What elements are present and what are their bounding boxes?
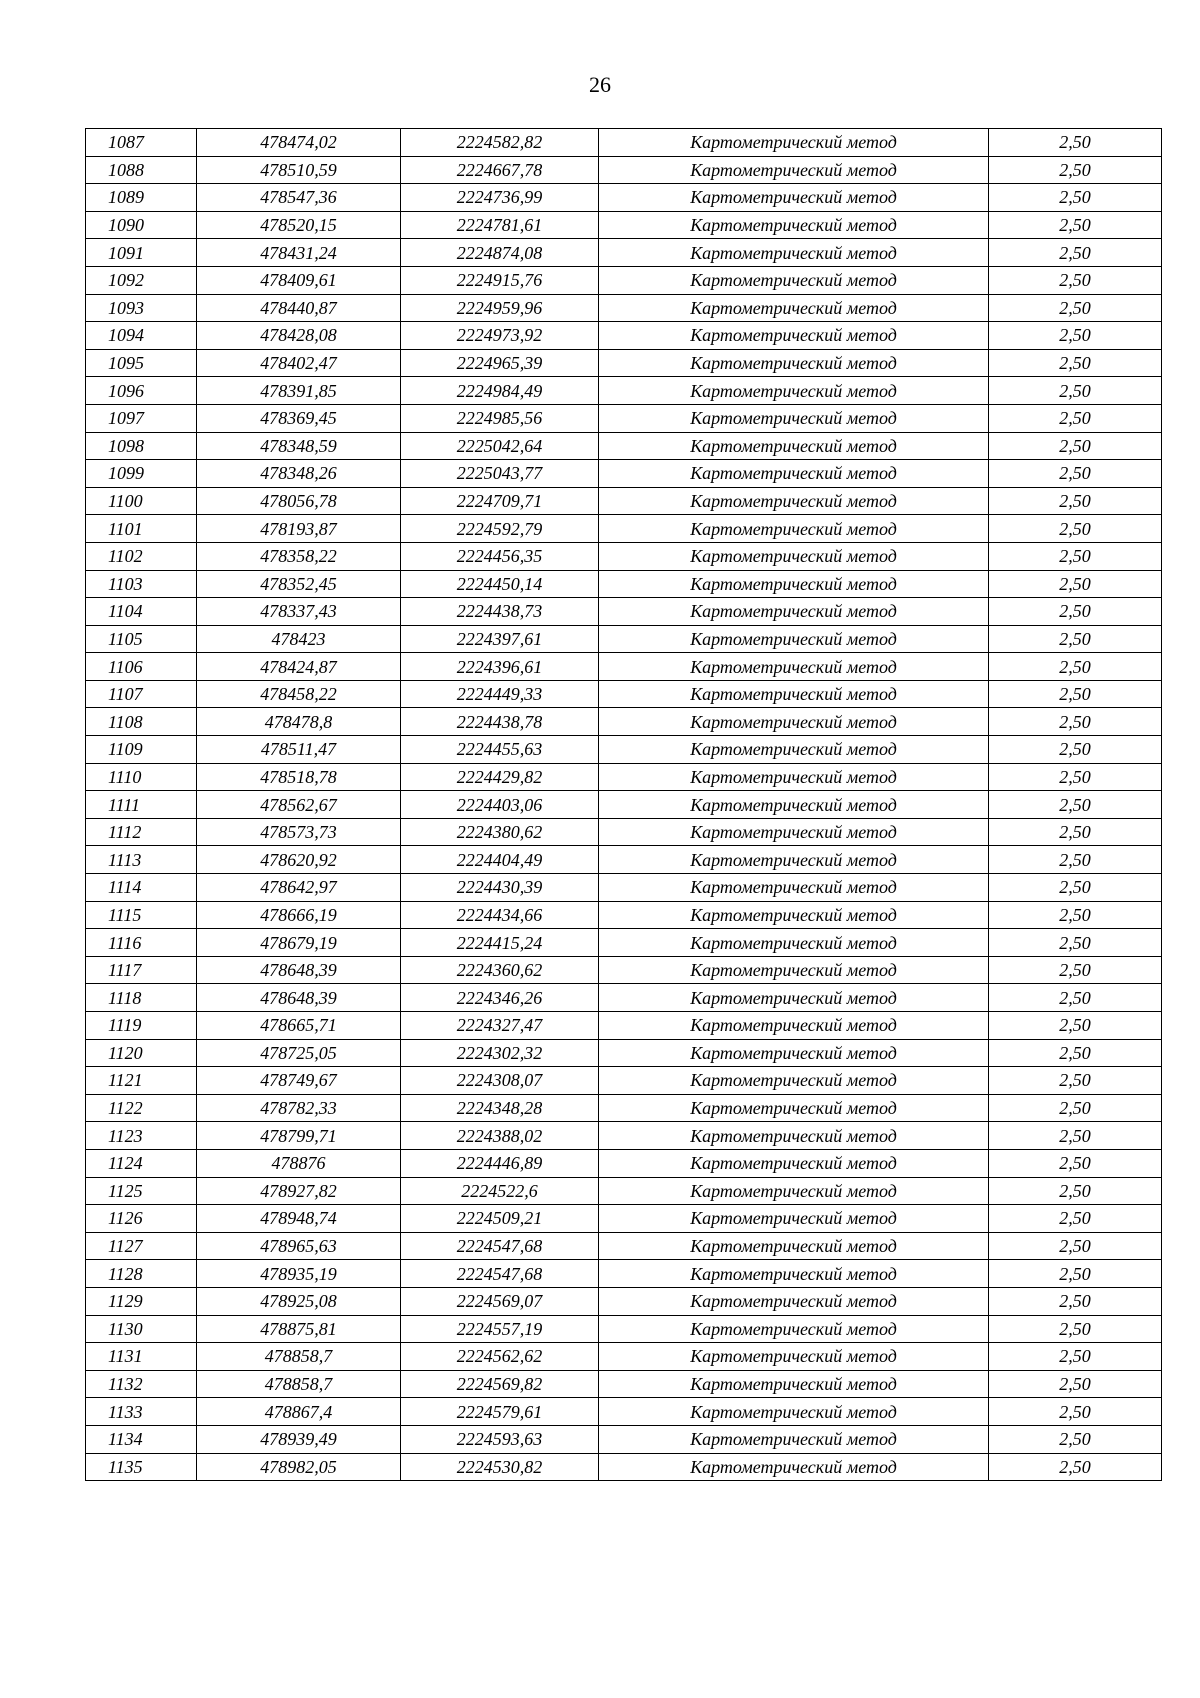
method-cell: Картометрический метод — [599, 1039, 989, 1067]
point-number-cell: 1128 — [86, 1260, 197, 1288]
accuracy-cell: 2,50 — [989, 1012, 1162, 1040]
accuracy-cell: 2,50 — [989, 818, 1162, 846]
x-coordinate-cell: 478876 — [197, 1149, 401, 1177]
accuracy-cell: 2,50 — [989, 736, 1162, 764]
method-cell: Картометрический метод — [599, 874, 989, 902]
point-number-cell: 1107 — [86, 680, 197, 708]
x-coordinate-cell: 478474,02 — [197, 129, 401, 157]
y-coordinate-cell: 2224327,47 — [401, 1012, 599, 1040]
x-coordinate-cell: 478782,33 — [197, 1094, 401, 1122]
accuracy-cell: 2,50 — [989, 1067, 1162, 1095]
method-cell: Картометрический метод — [599, 239, 989, 267]
accuracy-cell: 2,50 — [989, 1122, 1162, 1150]
table-row — [86, 1012, 1162, 1040]
method-cell: Картометрический метод — [599, 1315, 989, 1343]
table-row — [86, 598, 1162, 626]
accuracy-cell: 2,50 — [989, 901, 1162, 929]
method-cell: Картометрический метод — [599, 1177, 989, 1205]
point-number-cell: 1093 — [86, 294, 197, 322]
x-coordinate-cell: 478982,05 — [197, 1453, 401, 1481]
method-cell: Картометрический метод — [599, 349, 989, 377]
accuracy-cell: 2,50 — [989, 598, 1162, 626]
y-coordinate-cell: 2224582,82 — [401, 129, 599, 157]
accuracy-cell: 2,50 — [989, 708, 1162, 736]
method-cell: Картометрический метод — [599, 184, 989, 212]
x-coordinate-cell: 478867,4 — [197, 1398, 401, 1426]
x-coordinate-cell: 478858,7 — [197, 1343, 401, 1371]
table-row — [86, 1315, 1162, 1343]
table-row — [86, 377, 1162, 405]
x-coordinate-cell: 478927,82 — [197, 1177, 401, 1205]
table-row — [86, 515, 1162, 543]
table-row — [86, 929, 1162, 957]
y-coordinate-cell: 2224736,99 — [401, 184, 599, 212]
x-coordinate-cell: 478511,47 — [197, 736, 401, 764]
table-row — [86, 1122, 1162, 1150]
y-coordinate-cell: 2224530,82 — [401, 1453, 599, 1481]
y-coordinate-cell: 2224965,39 — [401, 349, 599, 377]
method-cell: Картометрический метод — [599, 1398, 989, 1426]
accuracy-cell: 2,50 — [989, 404, 1162, 432]
x-coordinate-cell: 478458,22 — [197, 680, 401, 708]
table-row — [86, 846, 1162, 874]
method-cell: Картометрический метод — [599, 377, 989, 405]
accuracy-cell: 2,50 — [989, 432, 1162, 460]
method-cell: Картометрический метод — [599, 1370, 989, 1398]
accuracy-cell: 2,50 — [989, 184, 1162, 212]
table-row — [86, 1232, 1162, 1260]
table-row — [86, 901, 1162, 929]
table-row — [86, 818, 1162, 846]
y-coordinate-cell: 2224430,39 — [401, 874, 599, 902]
y-coordinate-cell: 2224984,49 — [401, 377, 599, 405]
accuracy-cell: 2,50 — [989, 653, 1162, 681]
table-row — [86, 736, 1162, 764]
point-number-cell: 1121 — [86, 1067, 197, 1095]
method-cell: Картометрический метод — [599, 266, 989, 294]
method-cell: Картометрический метод — [599, 956, 989, 984]
y-coordinate-cell: 2224348,28 — [401, 1094, 599, 1122]
accuracy-cell: 2,50 — [989, 1039, 1162, 1067]
method-cell: Картометрический метод — [599, 818, 989, 846]
point-number-cell: 1109 — [86, 736, 197, 764]
point-number-cell: 1135 — [86, 1453, 197, 1481]
method-cell: Картометрический метод — [599, 1094, 989, 1122]
method-cell: Картометрический метод — [599, 1232, 989, 1260]
point-number-cell: 1113 — [86, 846, 197, 874]
x-coordinate-cell: 478510,59 — [197, 156, 401, 184]
y-coordinate-cell: 2224438,78 — [401, 708, 599, 736]
table-row — [86, 184, 1162, 212]
y-coordinate-cell: 2224509,21 — [401, 1205, 599, 1233]
point-number-cell: 1088 — [86, 156, 197, 184]
method-cell: Картометрический метод — [599, 322, 989, 350]
point-number-cell: 1100 — [86, 487, 197, 515]
x-coordinate-cell: 478799,71 — [197, 1122, 401, 1150]
x-coordinate-cell: 478423 — [197, 625, 401, 653]
point-number-cell: 1097 — [86, 404, 197, 432]
table-row — [86, 487, 1162, 515]
point-number-cell: 1095 — [86, 349, 197, 377]
table-row — [86, 708, 1162, 736]
table-row — [86, 570, 1162, 598]
accuracy-cell: 2,50 — [989, 1398, 1162, 1426]
method-cell: Картометрический метод — [599, 1149, 989, 1177]
method-cell: Картометрический метод — [599, 211, 989, 239]
y-coordinate-cell: 2224667,78 — [401, 156, 599, 184]
point-number-cell: 1126 — [86, 1205, 197, 1233]
point-number-cell: 1125 — [86, 1177, 197, 1205]
x-coordinate-cell: 478424,87 — [197, 653, 401, 681]
table-row — [86, 653, 1162, 681]
table-row — [86, 1287, 1162, 1315]
accuracy-cell: 2,50 — [989, 625, 1162, 653]
x-coordinate-cell: 478348,59 — [197, 432, 401, 460]
method-cell: Картометрический метод — [599, 653, 989, 681]
method-cell: Картометрический метод — [599, 1260, 989, 1288]
point-number-cell: 1106 — [86, 653, 197, 681]
point-number-cell: 1134 — [86, 1425, 197, 1453]
point-number-cell: 1092 — [86, 266, 197, 294]
accuracy-cell: 2,50 — [989, 570, 1162, 598]
method-cell: Картометрический метод — [599, 984, 989, 1012]
method-cell: Картометрический метод — [599, 1425, 989, 1453]
y-coordinate-cell: 2224959,96 — [401, 294, 599, 322]
point-number-cell: 1104 — [86, 598, 197, 626]
accuracy-cell: 2,50 — [989, 1232, 1162, 1260]
method-cell: Картометрический метод — [599, 763, 989, 791]
point-number-cell: 1101 — [86, 515, 197, 543]
accuracy-cell: 2,50 — [989, 929, 1162, 957]
method-cell: Картометрический метод — [599, 542, 989, 570]
y-coordinate-cell: 2224579,61 — [401, 1398, 599, 1426]
x-coordinate-cell: 478352,45 — [197, 570, 401, 598]
y-coordinate-cell: 2224446,89 — [401, 1149, 599, 1177]
point-number-cell: 1115 — [86, 901, 197, 929]
table-row — [86, 239, 1162, 267]
y-coordinate-cell: 2224380,62 — [401, 818, 599, 846]
accuracy-cell: 2,50 — [989, 266, 1162, 294]
accuracy-cell: 2,50 — [989, 1343, 1162, 1371]
method-cell: Картометрический метод — [599, 1287, 989, 1315]
point-number-cell: 1102 — [86, 542, 197, 570]
point-number-cell: 1119 — [86, 1012, 197, 1040]
point-number-cell: 1099 — [86, 460, 197, 488]
table-row — [86, 1149, 1162, 1177]
method-cell: Картометрический метод — [599, 736, 989, 764]
coordinates-table — [85, 128, 1162, 1481]
table-row — [86, 1067, 1162, 1095]
x-coordinate-cell: 478369,45 — [197, 404, 401, 432]
method-cell: Картометрический метод — [599, 791, 989, 819]
x-coordinate-cell: 478679,19 — [197, 929, 401, 957]
table-row — [86, 432, 1162, 460]
y-coordinate-cell: 2224973,92 — [401, 322, 599, 350]
table-row — [86, 1370, 1162, 1398]
point-number-cell: 1132 — [86, 1370, 197, 1398]
method-cell: Картометрический метод — [599, 1205, 989, 1233]
method-cell: Картометрический метод — [599, 515, 989, 543]
coordinates-table-body — [86, 129, 1162, 1481]
y-coordinate-cell: 2224455,63 — [401, 736, 599, 764]
y-coordinate-cell: 2224569,07 — [401, 1287, 599, 1315]
x-coordinate-cell: 478518,78 — [197, 763, 401, 791]
x-coordinate-cell: 478858,7 — [197, 1370, 401, 1398]
accuracy-cell: 2,50 — [989, 349, 1162, 377]
x-coordinate-cell: 478666,19 — [197, 901, 401, 929]
y-coordinate-cell: 2224915,76 — [401, 266, 599, 294]
x-coordinate-cell: 478402,47 — [197, 349, 401, 377]
y-coordinate-cell: 2224557,19 — [401, 1315, 599, 1343]
y-coordinate-cell: 2224781,61 — [401, 211, 599, 239]
table-row — [86, 156, 1162, 184]
point-number-cell: 1120 — [86, 1039, 197, 1067]
y-coordinate-cell: 2224709,71 — [401, 487, 599, 515]
point-number-cell: 1111 — [86, 791, 197, 819]
y-coordinate-cell: 2224388,02 — [401, 1122, 599, 1150]
y-coordinate-cell: 2224404,49 — [401, 846, 599, 874]
accuracy-cell: 2,50 — [989, 294, 1162, 322]
y-coordinate-cell: 2224569,82 — [401, 1370, 599, 1398]
point-number-cell: 1133 — [86, 1398, 197, 1426]
point-number-cell: 1087 — [86, 129, 197, 157]
table-row — [86, 984, 1162, 1012]
y-coordinate-cell: 2224397,61 — [401, 625, 599, 653]
accuracy-cell: 2,50 — [989, 1453, 1162, 1481]
table-row — [86, 791, 1162, 819]
x-coordinate-cell: 478520,15 — [197, 211, 401, 239]
y-coordinate-cell: 2224308,07 — [401, 1067, 599, 1095]
point-number-cell: 1110 — [86, 763, 197, 791]
point-number-cell: 1122 — [86, 1094, 197, 1122]
table-row — [86, 349, 1162, 377]
y-coordinate-cell: 2225042,64 — [401, 432, 599, 460]
accuracy-cell: 2,50 — [989, 515, 1162, 543]
point-number-cell: 1129 — [86, 1287, 197, 1315]
y-coordinate-cell: 2225043,77 — [401, 460, 599, 488]
accuracy-cell: 2,50 — [989, 1287, 1162, 1315]
method-cell: Картометрический метод — [599, 1122, 989, 1150]
point-number-cell: 1118 — [86, 984, 197, 1012]
y-coordinate-cell: 2224429,82 — [401, 763, 599, 791]
table-row — [86, 625, 1162, 653]
point-number-cell: 1116 — [86, 929, 197, 957]
table-row — [86, 956, 1162, 984]
y-coordinate-cell: 2224547,68 — [401, 1232, 599, 1260]
table-row — [86, 763, 1162, 791]
y-coordinate-cell: 2224592,79 — [401, 515, 599, 543]
accuracy-cell: 2,50 — [989, 1370, 1162, 1398]
y-coordinate-cell: 2224449,33 — [401, 680, 599, 708]
table-row — [86, 1205, 1162, 1233]
y-coordinate-cell: 2224985,56 — [401, 404, 599, 432]
method-cell: Картометрический метод — [599, 1453, 989, 1481]
accuracy-cell: 2,50 — [989, 542, 1162, 570]
x-coordinate-cell: 478965,63 — [197, 1232, 401, 1260]
method-cell: Картометрический метод — [599, 294, 989, 322]
table-row — [86, 542, 1162, 570]
accuracy-cell: 2,50 — [989, 1177, 1162, 1205]
accuracy-cell: 2,50 — [989, 846, 1162, 874]
accuracy-cell: 2,50 — [989, 956, 1162, 984]
accuracy-cell: 2,50 — [989, 1260, 1162, 1288]
method-cell: Картометрический метод — [599, 1343, 989, 1371]
accuracy-cell: 2,50 — [989, 487, 1162, 515]
x-coordinate-cell: 478875,81 — [197, 1315, 401, 1343]
x-coordinate-cell: 478337,43 — [197, 598, 401, 626]
method-cell: Картометрический метод — [599, 487, 989, 515]
x-coordinate-cell: 478391,85 — [197, 377, 401, 405]
page-number: 26 — [589, 72, 611, 97]
point-number-cell: 1117 — [86, 956, 197, 984]
x-coordinate-cell: 478620,92 — [197, 846, 401, 874]
point-number-cell: 1127 — [86, 1232, 197, 1260]
method-cell: Картометрический метод — [599, 460, 989, 488]
method-cell: Картометрический метод — [599, 1067, 989, 1095]
y-coordinate-cell: 2224415,24 — [401, 929, 599, 957]
point-number-cell: 1123 — [86, 1122, 197, 1150]
method-cell: Картометрический метод — [599, 846, 989, 874]
point-number-cell: 1098 — [86, 432, 197, 460]
y-coordinate-cell: 2224396,61 — [401, 653, 599, 681]
method-cell: Картометрический метод — [599, 598, 989, 626]
y-coordinate-cell: 2224450,14 — [401, 570, 599, 598]
table-row — [86, 211, 1162, 239]
y-coordinate-cell: 2224438,73 — [401, 598, 599, 626]
y-coordinate-cell: 2224874,08 — [401, 239, 599, 267]
x-coordinate-cell: 478939,49 — [197, 1425, 401, 1453]
table-row — [86, 129, 1162, 157]
table-row — [86, 1039, 1162, 1067]
point-number-cell: 1108 — [86, 708, 197, 736]
y-coordinate-cell: 2224434,66 — [401, 901, 599, 929]
accuracy-cell: 2,50 — [989, 239, 1162, 267]
x-coordinate-cell: 478409,61 — [197, 266, 401, 294]
accuracy-cell: 2,50 — [989, 1094, 1162, 1122]
y-coordinate-cell: 2224302,32 — [401, 1039, 599, 1067]
x-coordinate-cell: 478925,08 — [197, 1287, 401, 1315]
point-number-cell: 1105 — [86, 625, 197, 653]
table-row — [86, 266, 1162, 294]
x-coordinate-cell: 478428,08 — [197, 322, 401, 350]
accuracy-cell: 2,50 — [989, 874, 1162, 902]
x-coordinate-cell: 478948,74 — [197, 1205, 401, 1233]
point-number-cell: 1103 — [86, 570, 197, 598]
point-number-cell: 1094 — [86, 322, 197, 350]
point-number-cell: 1096 — [86, 377, 197, 405]
table-row — [86, 1177, 1162, 1205]
method-cell: Картометрический метод — [599, 929, 989, 957]
point-number-cell: 1124 — [86, 1149, 197, 1177]
method-cell: Картометрический метод — [599, 156, 989, 184]
table-row — [86, 1260, 1162, 1288]
method-cell: Картометрический метод — [599, 901, 989, 929]
x-coordinate-cell: 478547,36 — [197, 184, 401, 212]
point-number-cell: 1112 — [86, 818, 197, 846]
table-row — [86, 460, 1162, 488]
y-coordinate-cell: 2224593,63 — [401, 1425, 599, 1453]
point-number-cell: 1091 — [86, 239, 197, 267]
accuracy-cell: 2,50 — [989, 1425, 1162, 1453]
method-cell: Картометрический метод — [599, 404, 989, 432]
method-cell: Картометрический метод — [599, 1012, 989, 1040]
table-row — [86, 1343, 1162, 1371]
table-row — [86, 1094, 1162, 1122]
accuracy-cell: 2,50 — [989, 763, 1162, 791]
accuracy-cell: 2,50 — [989, 1205, 1162, 1233]
x-coordinate-cell: 478573,73 — [197, 818, 401, 846]
x-coordinate-cell: 478648,39 — [197, 956, 401, 984]
table-row — [86, 1425, 1162, 1453]
y-coordinate-cell: 2224346,26 — [401, 984, 599, 1012]
x-coordinate-cell: 478562,67 — [197, 791, 401, 819]
method-cell: Картометрический метод — [599, 129, 989, 157]
accuracy-cell: 2,50 — [989, 211, 1162, 239]
y-coordinate-cell: 2224547,68 — [401, 1260, 599, 1288]
point-number-cell: 1114 — [86, 874, 197, 902]
x-coordinate-cell: 478431,24 — [197, 239, 401, 267]
accuracy-cell: 2,50 — [989, 460, 1162, 488]
point-number-cell: 1090 — [86, 211, 197, 239]
accuracy-cell: 2,50 — [989, 377, 1162, 405]
point-number-cell: 1089 — [86, 184, 197, 212]
accuracy-cell: 2,50 — [989, 129, 1162, 157]
x-coordinate-cell: 478648,39 — [197, 984, 401, 1012]
x-coordinate-cell: 478478,8 — [197, 708, 401, 736]
accuracy-cell: 2,50 — [989, 1315, 1162, 1343]
method-cell: Картометрический метод — [599, 625, 989, 653]
method-cell: Картометрический метод — [599, 432, 989, 460]
y-coordinate-cell: 2224522,6 — [401, 1177, 599, 1205]
accuracy-cell: 2,50 — [989, 1149, 1162, 1177]
y-coordinate-cell: 2224562,62 — [401, 1343, 599, 1371]
table-row — [86, 874, 1162, 902]
x-coordinate-cell: 478642,97 — [197, 874, 401, 902]
x-coordinate-cell: 478358,22 — [197, 542, 401, 570]
x-coordinate-cell: 478440,87 — [197, 294, 401, 322]
accuracy-cell: 2,50 — [989, 680, 1162, 708]
method-cell: Картометрический метод — [599, 570, 989, 598]
y-coordinate-cell: 2224403,06 — [401, 791, 599, 819]
method-cell: Картометрический метод — [599, 680, 989, 708]
x-coordinate-cell: 478749,67 — [197, 1067, 401, 1095]
accuracy-cell: 2,50 — [989, 984, 1162, 1012]
x-coordinate-cell: 478193,87 — [197, 515, 401, 543]
x-coordinate-cell: 478935,19 — [197, 1260, 401, 1288]
table-row — [86, 680, 1162, 708]
table-row — [86, 404, 1162, 432]
accuracy-cell: 2,50 — [989, 322, 1162, 350]
y-coordinate-cell: 2224456,35 — [401, 542, 599, 570]
method-cell: Картометрический метод — [599, 708, 989, 736]
table-row — [86, 294, 1162, 322]
accuracy-cell: 2,50 — [989, 156, 1162, 184]
table-row — [86, 322, 1162, 350]
table-row — [86, 1453, 1162, 1481]
x-coordinate-cell: 478056,78 — [197, 487, 401, 515]
y-coordinate-cell: 2224360,62 — [401, 956, 599, 984]
point-number-cell: 1131 — [86, 1343, 197, 1371]
table-row — [86, 1398, 1162, 1426]
accuracy-cell: 2,50 — [989, 791, 1162, 819]
x-coordinate-cell: 478665,71 — [197, 1012, 401, 1040]
x-coordinate-cell: 478725,05 — [197, 1039, 401, 1067]
point-number-cell: 1130 — [86, 1315, 197, 1343]
x-coordinate-cell: 478348,26 — [197, 460, 401, 488]
